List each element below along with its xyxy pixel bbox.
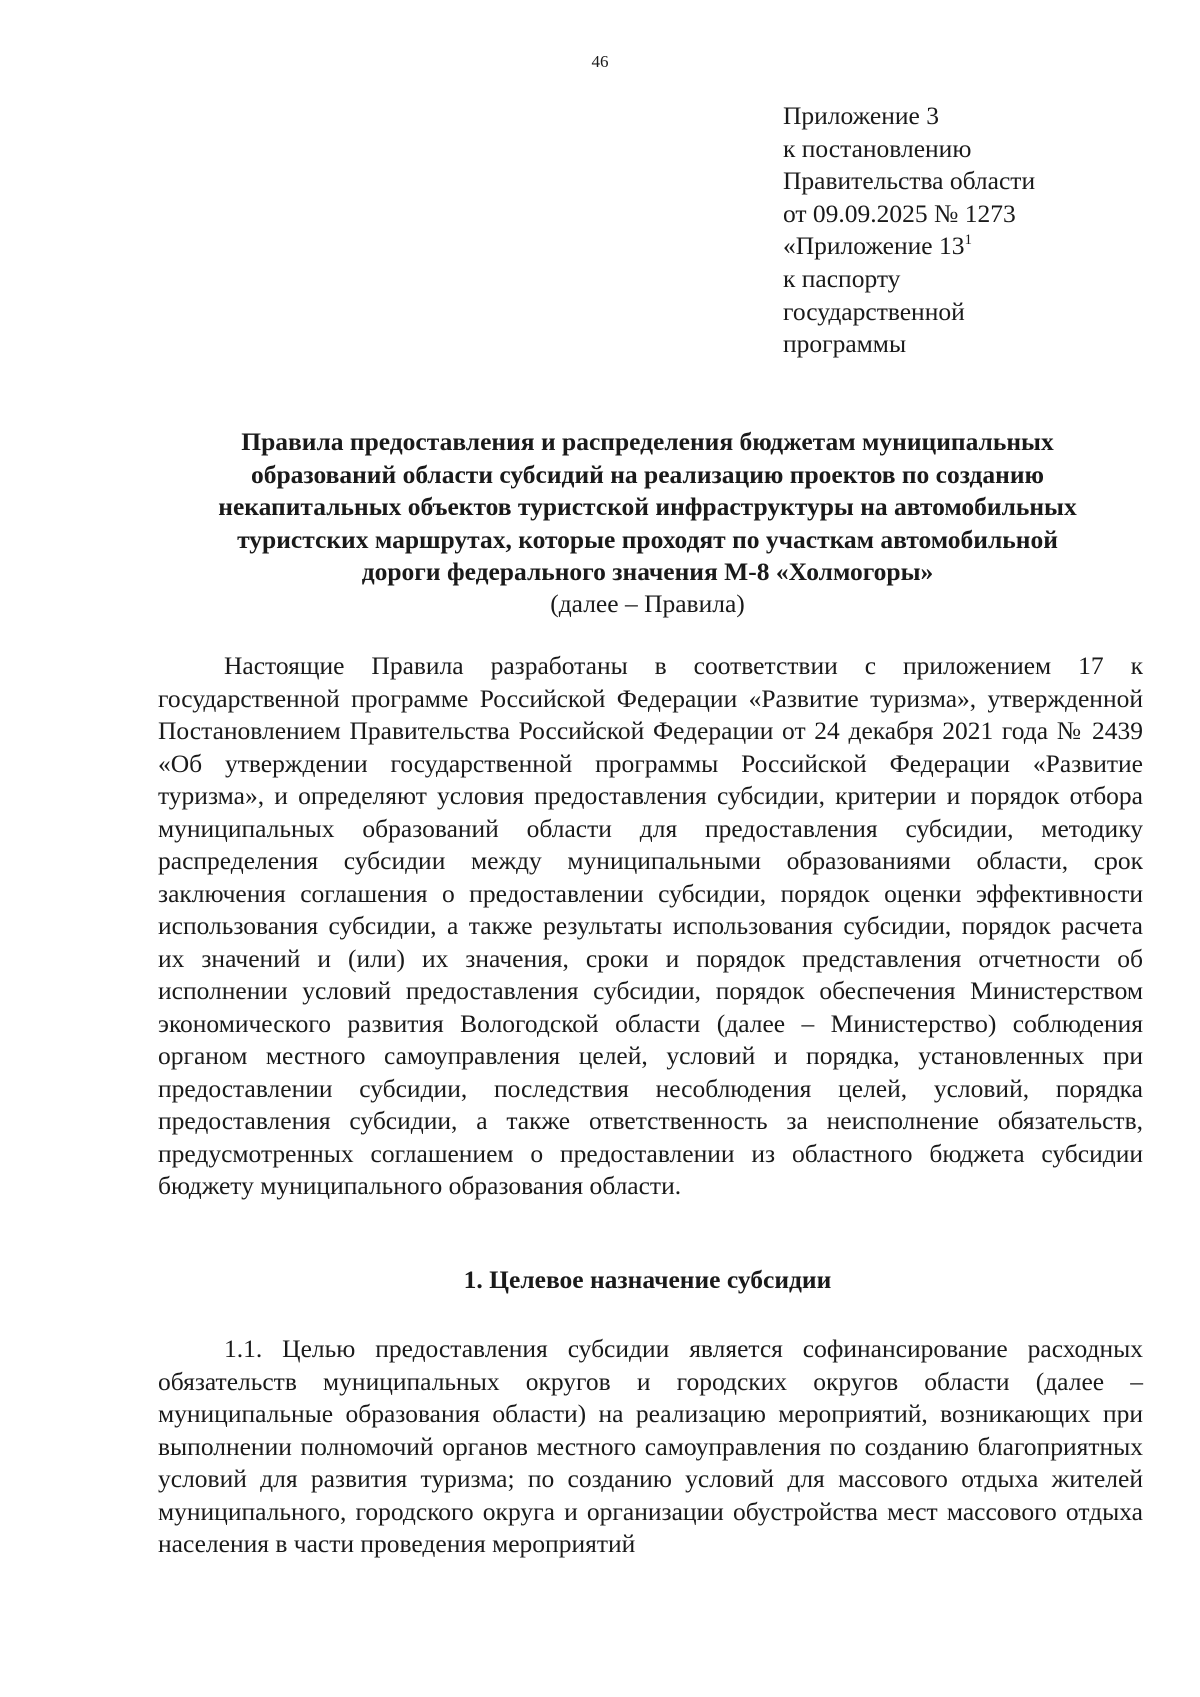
appendix-line: от 09.09.2025 № 1273 <box>783 198 1016 228</box>
appendix-line <box>783 230 1163 263</box>
appendix-line: программы <box>783 329 907 359</box>
intro-paragraph: Настоящие Правила разработаны в соответствии с приложением 17 к государственной программе Российской Федерации «Развитие туризма», утвержденной Постановлением Правительства Российской Федерации от 24 декабря 2021 года № 2439 «Об утверждении государственной программы Российской Федерации «Развитие туризма», и определяют условия предоставления субсидии, критерии и порядок отбора муниципальных образований области для предоставления субсидии, методику распределения субсидии между муниципальными образованиями области, срок заключения соглашения о предоставлении субсидии, порядок оценки эффективности использования субсидии, а также результаты использования субсидии, порядок расчета их значений и (или) их значения, сроки и порядок представления отчетности об исполнении условий предоставления субсидии, порядок обеспечения Министерством экономического развития Вологодской области (далее – Министерство) соблюдения органом местного самоуправления целей, условий и порядка, установленных при предоставлении субсидии, последствия несоблюдения целей, условий, порядка предоставления субсидии, а также ответственность за неисполнение обязательств, предусмотренных соглашением о предоставлении из областного бюджета субсидии бюджету муниципального образования области. <box>158 651 1143 1200</box>
document-title <box>150 426 1145 589</box>
appendix-line: к паспорту <box>783 263 901 293</box>
appendix-line-text: «Приложение 13 <box>783 231 965 261</box>
title-line: дороги федерального значения М-8 «Холмогоры» <box>361 557 934 586</box>
appendix-line: Правительства области <box>783 166 1036 196</box>
section-heading: 1. Целевое назначение субсидии <box>463 1265 832 1294</box>
appendix-line: Приложение 3 <box>783 101 939 130</box>
appendix-line: к постановлению <box>783 133 972 163</box>
title-line: Правила предоставления и распределения бюджетам муниципальных <box>241 427 1054 456</box>
section-paragraph: 1.1. Целью предоставления субсидии является софинансирование расходных обязательств муниципальных округов и городских округов области (далее – муниципальные образования области) на реализацию мероприятий, возникающих при выполнении полномочий органов местного самоуправления по созданию благоприятных условий для развития туризма; по созданию условий для массового отдыха жителей муниципального, городского округа и организации обустройства мест массового отдыха населения в части проведения мероприятий <box>158 1334 1143 1558</box>
appendix-line: государственной <box>783 296 965 326</box>
superscript: 1 <box>964 232 972 249</box>
document-subtitle: (далее – Правила) <box>550 589 745 618</box>
appendix-block <box>783 100 1163 361</box>
page-number: 46 <box>591 52 609 71</box>
title-line: образований области субсидий на реализацию проектов по созданию <box>250 459 1045 489</box>
title-line: некапитальных объектов туристской инфраструктуры на автомобильных <box>218 492 1077 521</box>
title-line: туристских маршрутах, которые проходят по участкам автомобильной <box>237 524 1058 554</box>
